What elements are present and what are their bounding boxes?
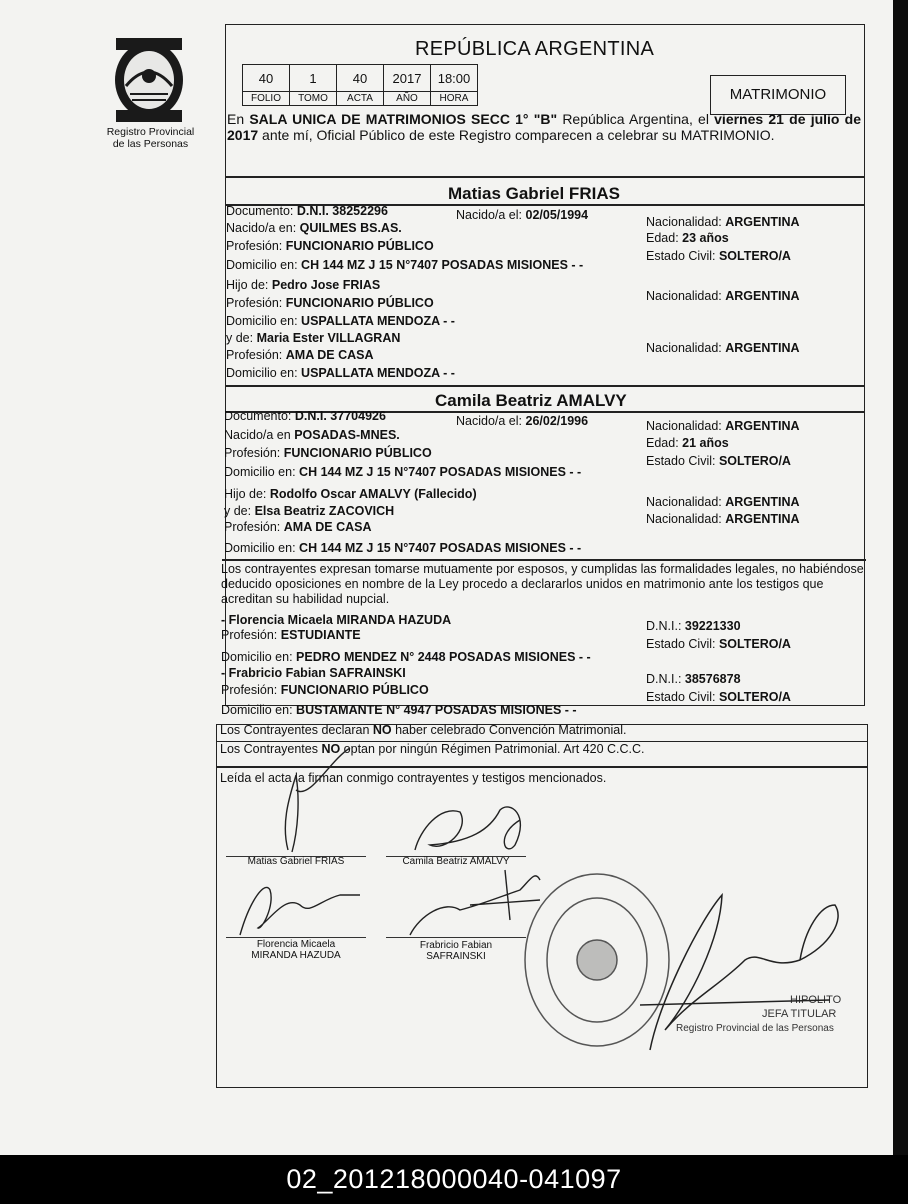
label: Nacionalidad: (646, 341, 722, 355)
label: Domicilio en: (226, 314, 298, 328)
value: D.N.I. 38252296 (296, 204, 388, 218)
value: Maria Ester VILLAGRAN (256, 331, 401, 345)
value: D.N.I. 37704926 (294, 409, 386, 423)
value: SOLTERO/A (718, 690, 791, 704)
country-title: REPÚBLICA ARGENTINA (415, 38, 655, 60)
line: Frabricio Fabian (419, 940, 493, 951)
value: - Florencia Micaela MIRANDA HAZUDA (221, 613, 452, 627)
label: D.N.I.: (646, 619, 682, 633)
value: FUNCIONARIO PÚBLICO (285, 296, 434, 310)
value: POSADAS-MNES. (294, 428, 400, 442)
label: Estado Civil: (646, 637, 716, 651)
label: Nacionalidad: (646, 419, 722, 433)
label: y de: (226, 331, 254, 345)
label: Domicilio en: (224, 541, 296, 555)
label: Nacionalidad: (646, 512, 722, 526)
signature-official (640, 895, 838, 1050)
ano-value: 2017 (384, 65, 431, 92)
value: ARGENTINA (725, 289, 800, 303)
text: haber celebrado Convención Matrimonial. (391, 723, 627, 737)
value: ARGENTINA (725, 419, 800, 433)
label: Domicilio en: (224, 465, 296, 479)
value: ARGENTINA (725, 512, 800, 526)
label: Nacido/a en (224, 428, 291, 442)
signature-witness1 (240, 887, 360, 935)
value: 21 años (682, 436, 729, 450)
signature-spouse1 (285, 748, 350, 852)
ano-label: AÑO (384, 92, 431, 106)
line: SAFRAINSKI (426, 951, 486, 962)
ceremony-text: Los contrayentes expresan tomarse mutuamente por esposos, y cumplidas las formalidades legales, no habiéndose deducido oposiciones en nombre de la Ley procedo a declararlos unidos en matrimonio ante los testigos que acreditan su habilidad nupcial. (221, 562, 864, 606)
label: Domicilio en: (221, 703, 293, 717)
label: Nacido/a el: (456, 208, 523, 222)
value: FUNCIONARIO PÚBLICO (283, 446, 432, 460)
value: FUNCIONARIO PÚBLICO (280, 683, 429, 697)
tomo-value: 1 (290, 65, 337, 92)
value: ARGENTINA (725, 341, 800, 355)
value: 02/05/1994 (525, 208, 589, 222)
value: CH 144 MZ J 15 N°7407 POSADAS MISIONES - - (299, 541, 582, 555)
label: Edad: (646, 436, 679, 450)
official-registry: Registro Provincial de las Personas (676, 1023, 834, 1034)
document-id: 02_201218000040-041097 (286, 1164, 622, 1194)
label: Profesión: (226, 296, 283, 310)
spouse2-name: Camila Beatriz AMALVY (435, 391, 627, 410)
label: Profesión: (221, 628, 278, 642)
value: SOLTERO/A (718, 637, 791, 651)
label: Hijo de: (226, 278, 269, 292)
label: Estado Civil: (646, 690, 716, 704)
value: BUSTAMANTE N° 4947 POSADAS MISIONES - - (296, 703, 577, 717)
label: Nacionalidad: (646, 289, 722, 303)
value: Rodolfo Oscar AMALVY (Fallecido) (269, 487, 477, 501)
value: 26/02/1996 (525, 414, 589, 428)
intro-date: viernes 21 de julio de 2017 (227, 111, 861, 143)
label: Documento: (226, 204, 294, 218)
label: D.N.I.: (646, 672, 682, 686)
value: CH 144 MZ J 15 N°7407 POSADAS MISIONES - - (301, 258, 584, 272)
value: AMA DE CASA (285, 348, 374, 362)
intro-text-2: República Argentina, el (557, 111, 715, 127)
registry-line-2: de las Personas (112, 138, 189, 150)
closing-text: Leída el acta la firman conmigo contrayentes y testigos mencionados. (220, 771, 607, 785)
registry-line-1: Registro Provincial (106, 126, 195, 138)
label: Profesión: (221, 683, 278, 697)
tomo-label: TOMO (290, 92, 337, 106)
acta-label: ACTA (337, 92, 384, 106)
signature-witness2 (410, 870, 540, 935)
label: Nacionalidad: (646, 215, 722, 229)
value: 39221330 (684, 619, 741, 633)
value: Elsa Beatriz ZACOVICH (254, 504, 395, 518)
label: Documento: (224, 409, 292, 423)
value: Pedro Jose FRIAS (271, 278, 381, 292)
spouse1-name: Matias Gabriel FRIAS (448, 184, 620, 203)
hora-value: 18:00 (431, 65, 478, 92)
act-type-box: MATRIMONIO (710, 75, 846, 115)
intro-text-1: En (227, 111, 250, 127)
text: Los Contrayentes declaran (220, 723, 373, 737)
label: Edad: (646, 231, 679, 245)
official-title: JEFA TITULAR (762, 1008, 837, 1020)
label: Estado Civil: (646, 454, 716, 468)
value: AMA DE CASA (283, 520, 372, 534)
line: Florencia Micaela (256, 939, 336, 950)
text: optan por ningún Régimen Patrimonial. Art 420 C.C.C. (340, 742, 645, 756)
label: Estado Civil: (646, 249, 716, 263)
label: Hijo de: (224, 487, 267, 501)
signature-spouse2 (415, 807, 520, 850)
value: - Frabricio Fabian SAFRAINSKI (221, 666, 406, 680)
value: FUNCIONARIO PÚBLICO (285, 239, 434, 253)
emphasis: NO (321, 742, 341, 756)
value: QUILMES BS.AS. (299, 221, 402, 235)
value: USPALLATA MENDOZA - - (301, 366, 455, 380)
value: USPALLATA MENDOZA - - (301, 314, 455, 328)
value: SOLTERO/A (718, 454, 791, 468)
label: Domicilio en: (221, 650, 293, 664)
value: ESTUDIANTE (280, 628, 361, 642)
value: ARGENTINA (725, 215, 800, 229)
emphasis: NO (372, 723, 392, 737)
signature-label-2: Camila Beatriz AMALVY (402, 856, 510, 867)
hora-label: HORA (431, 92, 478, 106)
folio-label: FOLIO (243, 92, 290, 106)
scan-edge (893, 0, 908, 1155)
value: 23 años (682, 231, 729, 245)
value: 38576878 (684, 672, 741, 686)
acta-value: 40 (337, 65, 384, 92)
label: y de: (224, 504, 252, 518)
text: Los Contrayentes (220, 742, 322, 756)
intro-place: SALA UNICA DE MATRIMONIOS SECC 1° "B" (249, 111, 558, 127)
label: Nacido/a en: (226, 221, 297, 235)
folio-value: 40 (243, 65, 290, 92)
label: Profesión: (224, 520, 281, 534)
label: Domicilio en: (226, 258, 298, 272)
intro-text-3: ante mí, Oficial Público de este Registro comparecen a celebrar su MATRIMONIO. (258, 127, 775, 143)
registry-seal (525, 874, 669, 1046)
signature-label-1: Matias Gabriel FRIAS (247, 856, 345, 867)
label: Profesión: (226, 348, 283, 362)
value: CH 144 MZ J 15 N°7407 POSADAS MISIONES - - (299, 465, 582, 479)
value: SOLTERO/A (718, 249, 791, 263)
value: PEDRO MENDEZ N° 2448 POSADAS MISIONES - - (296, 650, 591, 664)
official-name: HIPOLITO (790, 994, 842, 1006)
document-id-bar (0, 1155, 908, 1204)
line: MIRANDA HAZUDA (251, 950, 341, 961)
value: ARGENTINA (725, 495, 800, 509)
label: Nacionalidad: (646, 495, 722, 509)
label: Domicilio en: (226, 366, 298, 380)
label: Nacido/a el: (456, 414, 523, 428)
label: Profesión: (226, 239, 283, 253)
label: Profesión: (224, 446, 281, 460)
